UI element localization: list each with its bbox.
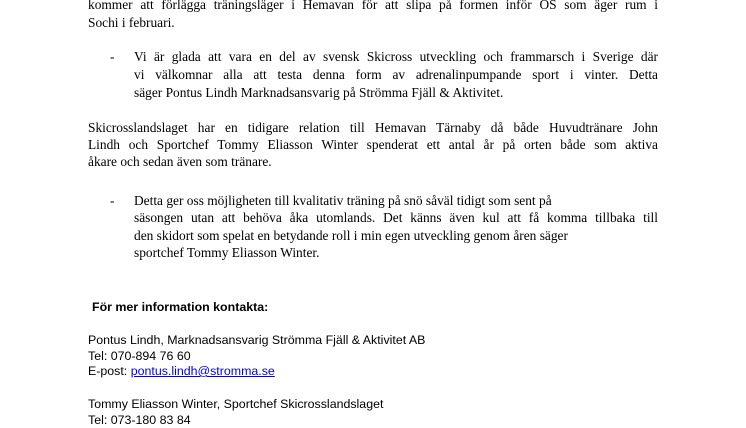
intro-line-1: kommer att förlägga träningsläger i Hemavan för att slipa på formen inför OS som äger rum i [88,0,658,12]
contact-heading: För mer information kontakta: [92,300,269,314]
contact-1-email-link[interactable]: pontus.lindh@stromma.se [130,364,275,378]
quote-1-line-1: Vi är glada att vara en del av svensk Skicross utveckling och frammarsch i Sverige där [134,49,658,64]
quote-2-line-3: den skidort som spelat en betydande roll i min egen utveckling genom åren säger [134,228,568,243]
paragraph-2-line-3: åkare och sedan även som tränare. [88,154,272,169]
quote-1-line-3: säger Pontus Lindh Marknadsansvarig på Strömma Fjäll & Aktivitet. [134,85,504,100]
contact-1-name: Pontus Lindh, Marknadsansvarig Strömma Fjäll & Aktivitet AB [88,333,426,347]
paragraph-2-line-2: Lindh och Sportchef Tommy Eliasson Winter spenderat ett antal år på orten både som aktiva [88,137,658,152]
quote-2-line-1: Detta ger oss möjligheten till kvalitativ träning på snö såväl tidigt som sent på [134,193,552,208]
contact-2-name: Tommy Eliasson Winter, Sportchef Skicrosslandslaget [88,397,384,411]
quote-1-line-2: vi välkomnar alla att testa denna form av adrenalinpumpande sport i vinter. Detta [134,67,658,82]
quote-2-line-2: säsongen utan att behöva åka utomlands. Det känns även kul att få komma tillbaka till [134,210,658,225]
intro-line-2: Sochi i februari. [88,15,175,30]
contact-2-phone: Tel: 073-180 83 84 [88,413,191,427]
quote-2-line-4: sportchef Tommy Eliasson Winter. [134,245,320,260]
contact-1-email-row [88,364,275,379]
paragraph-2-line-1: Skicrosslandslaget har en tidigare relation till Hemavan Tärnaby då både Huvudtränare John [88,120,658,135]
quote-1-dash: - [110,49,115,64]
contact-1-phone: Tel: 070-894 76 60 [88,349,191,363]
quote-2-dash: - [110,193,115,208]
contact-1-email-label: E-post: [88,364,131,378]
